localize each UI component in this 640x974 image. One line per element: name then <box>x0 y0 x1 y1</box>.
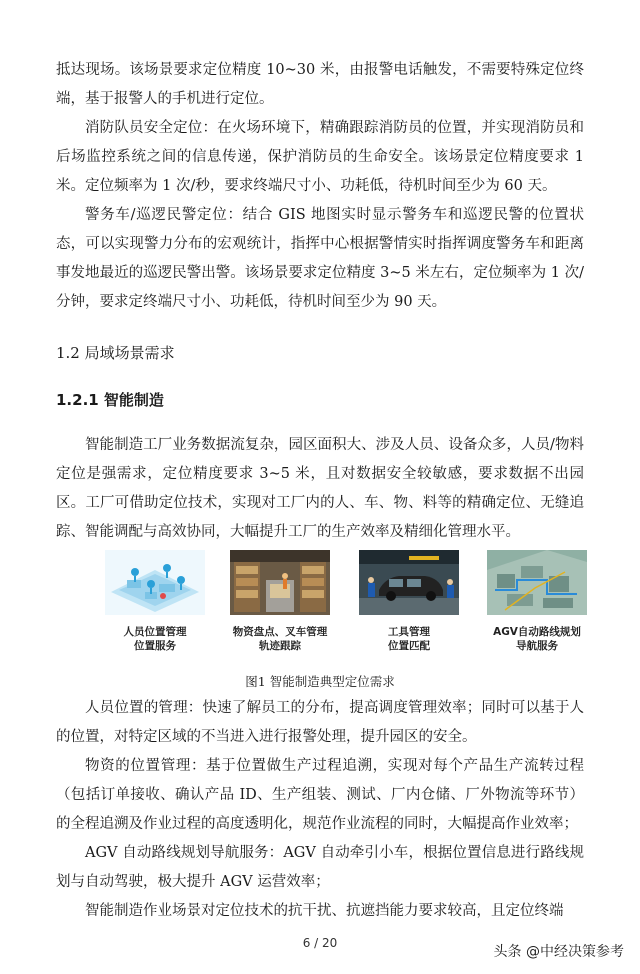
warehouse-shelves-icon <box>230 550 330 615</box>
figure-caption-tools <box>359 625 459 653</box>
paragraph-firefighter: 消防队员安全定位：在火场环境下，精确跟踪消防员的位置，并实现消防员和后场监控系统之间的信息传递，保护消防员的生命安全。该场景定位精度要求 1 米。定位频率为 1 次/秒，要求终端尺寸小、功耗低，待机时间至少为 60 天。 <box>56 120 584 194</box>
figure-title: 图1 智能制造典型定位需求 <box>245 674 395 689</box>
figure-caption-personnel <box>105 625 205 653</box>
figure-tools <box>359 550 459 653</box>
factory-personnel-map-icon <box>105 550 205 615</box>
watermark: 头条 @中经决策参考 <box>493 944 624 960</box>
figure-row <box>105 550 581 660</box>
car-assembly-line-icon <box>359 550 459 615</box>
paragraph-smart-manufacturing: 智能制造工厂业务数据流复杂，园区面积大、涉及人员、设备众多，人员/物料定位是强需求，定位精度要求 3~5 米，且对数据安全较敏感，要求数据不出园区。工厂可借助定位技术，实现对工厂内的人、车、物、料等的精确定位、无缝追踪、智能调配与高效协同，大幅提升工厂的生产效率及精细化管理水平。 <box>56 437 584 540</box>
caption-line-1: 物资盘点、叉车管理 <box>232 626 328 638</box>
caption-line-2: 轨迹跟踪 <box>259 640 301 652</box>
paragraph-interference: 智能制造作业场景对定位技术的抗干扰、抗遮挡能力要求较高，且定位终端 <box>85 903 564 919</box>
figure-caption-warehouse <box>230 625 330 653</box>
caption-line-2: 位置匹配 <box>388 640 430 652</box>
caption-line-2: 导航服务 <box>516 640 558 652</box>
page-number: 6 / 20 <box>302 936 338 950</box>
figure-personnel <box>105 550 205 653</box>
figure-caption-agv <box>487 625 587 653</box>
section-heading: 1.2 局域场景需求 <box>56 344 175 362</box>
paragraph-agv-service: AGV 自动路线规划导航服务：AGV 自动牵引小车，根据位置信息进行路线规划与自动驾驶，极大提升 AGV 运营效率； <box>56 845 584 890</box>
paragraph-material-management: 物资的位置管理：基于位置做生产过程追溯，实现对每个产品生产流转过程（包括订单接收、确认产品 ID、生产组装、测试、厂内仓储、厂外物流等环节）的全程追溯及作业过程的高度透明化，规范作业流程的同时，大幅提高作业效率； <box>56 758 584 832</box>
caption-line-1: 工具管理 <box>388 626 430 638</box>
caption-line-2: 位置服务 <box>134 640 176 652</box>
caption-line-1: 人员位置管理 <box>123 626 187 638</box>
subsection-heading: 1.2.1 智能制造 <box>56 391 164 409</box>
figure-warehouse <box>230 550 330 653</box>
figure-agv <box>487 550 587 653</box>
caption-line-1: AGV自动路线规划 <box>493 626 581 638</box>
paragraph-intro-cont: 抵达现场。该场景要求定位精度 10~30 米，由报警电话触发，不需要特殊定位终端，基于报警人的手机进行定位。 <box>56 62 584 107</box>
paragraph-personnel-management: 人员位置的管理：快速了解员工的分布，提高调度管理效率；同时可以基于人的位置，对特定区域的不当进入进行报警处理，提升园区的安全。 <box>56 700 584 745</box>
paragraph-police: 警务车/巡逻民警定位：结合 GIS 地图实时显示警务车和巡逻民警的位置状态，可以实现警力分布的宏观统计，指挥中心根据警情实时指挥调度警务车和距离事发地最近的巡逻民警出警。该场景要求定位精度 3~5 米左右，定位频率为 1 次/分钟，要求定终端尺寸小、功耗低，待机时间至少为 90 天。 <box>56 207 584 310</box>
agv-route-map-icon <box>487 550 587 615</box>
